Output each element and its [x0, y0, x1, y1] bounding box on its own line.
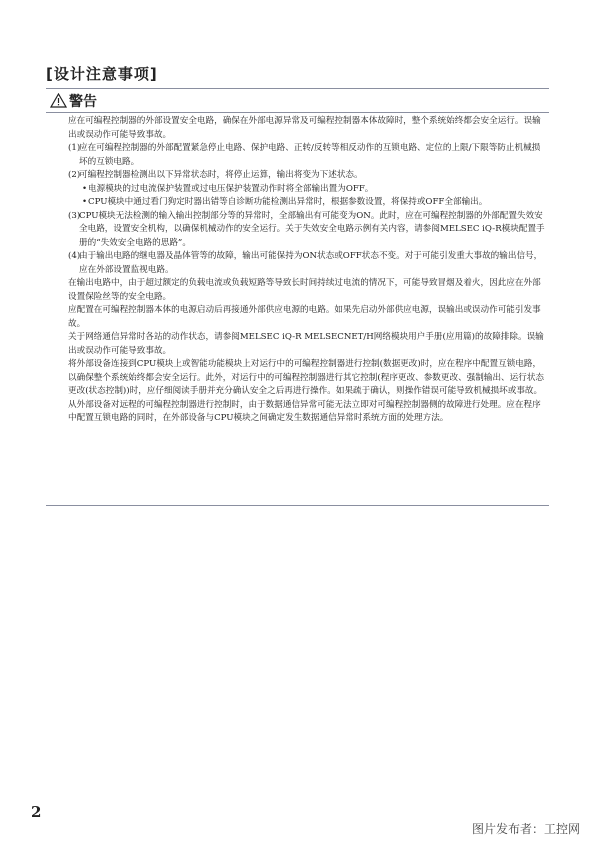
item-text: 可编程控制器检测出以下异常状态时，将停止运算，输出将变为下述状态。 [79, 170, 363, 180]
item-number: (1) [68, 143, 81, 153]
watermark: 图片发布者：工控网 [471, 822, 580, 836]
list-item [68, 142, 546, 169]
list-item [68, 210, 546, 251]
bullet-text: 电源模块的过电流保护装置或过电压保护装置动作时将全部输出置为OFF。 [88, 183, 374, 194]
warning-box [46, 88, 549, 506]
bullet-item [68, 196, 546, 210]
list-item [68, 250, 546, 277]
item-number: (3) [68, 210, 81, 221]
bullet-item [68, 183, 546, 197]
item-text: CPU模块无法检测的输入输出控制部分等的异常时，全部输出有可能变为ON。此时，应在可编程控制器的外部配置失效安全电路，设置安全机构，以确保机械动作的安全运行。关于失效安全电路示例有关内容，请参阅MELSEC iQ-R模块配置手册的“失效安全电路的思路”。 [79, 210, 545, 248]
item-text: 应在可编程控制器的外部配置紧急停止电路、保护电路、正转/反转等相反动作的互锁电路、定位的上限/下限等防止机械损坏的互锁电路。 [79, 143, 541, 167]
paragraph: 应配置在可编程控制器本体的电源启动后再接通外部供应电源的电路。如果先启动外部供应电源，误输出或误动作可能引发事故。 [68, 305, 541, 329]
page-number: 2 [31, 803, 42, 821]
list-item [68, 169, 546, 183]
paragraph: 从外部设备对远程的可编程控制器进行控制时，由于数据通信异常可能无法立即对可编程控制器侧的故障进行处理。应在程序中配置互锁电路的同时，在外部设备与CPU模块之间确定发生数据通信异常时系统方面的处理方法。 [68, 399, 541, 423]
paragraph: 将外部设备连接到CPU模块上或智能功能模块上对运行中的可编程控制器进行控制(数据更改)时，应在程序中配置互锁电路，以确保整个系统始终都会安全运行。此外，对运行中的可编程控制器进行其它控制(程序更改、参数更改、强制输出、运行状态更改(状态控制))时，应仔细阅读手册并充分确认安全之后再进行操作。如果疏于确认，则操作错误可能导致机械损坏或事故。 [68, 359, 545, 396]
warning-title: 警告 [69, 93, 97, 110]
bullet-text: CPU模块中通过看门狗定时器出错等自诊断功能检测出异常时，根据参数设置，将保持或OFF全部输出。 [88, 197, 488, 207]
warning-header [46, 89, 549, 113]
warning-body [68, 115, 546, 426]
item-number: (4) [68, 251, 81, 261]
warning-triangle-icon [50, 93, 67, 108]
bullet-dot-icon: • [82, 197, 88, 207]
section-heading: [设计注意事项] [46, 65, 158, 83]
warning-intro: 应在可编程控制器的外部设置安全电路，确保在外部电源异常及可编程控制器本体故障时，整个系统始终都会安全运行。误输出或误动作可能导致事故。 [68, 116, 541, 140]
bullet-dot-icon: • [82, 183, 88, 194]
item-number: (2) [68, 170, 81, 180]
item-text: 由于输出电路的继电器及晶体管等的故障，输出可能保持为ON状态或OFF状态不变。对于可能引发重大事故的输出信号，应在外部设置监视电路。 [79, 251, 543, 275]
paragraph: 关于网络通信异常时各站的动作状态，请参阅MELSEC iQ-R MELSECNET/H网络模块用户手册(应用篇)的故障排除。误输出或误动作可能导致事故。 [68, 332, 544, 356]
paragraph: 在输出电路中，由于超过额定的负载电流或负载短路等导致长时间持续过电流的情况下，可能导致冒烟及着火，因此应在外部设置保险丝等的安全电路。 [68, 278, 541, 302]
